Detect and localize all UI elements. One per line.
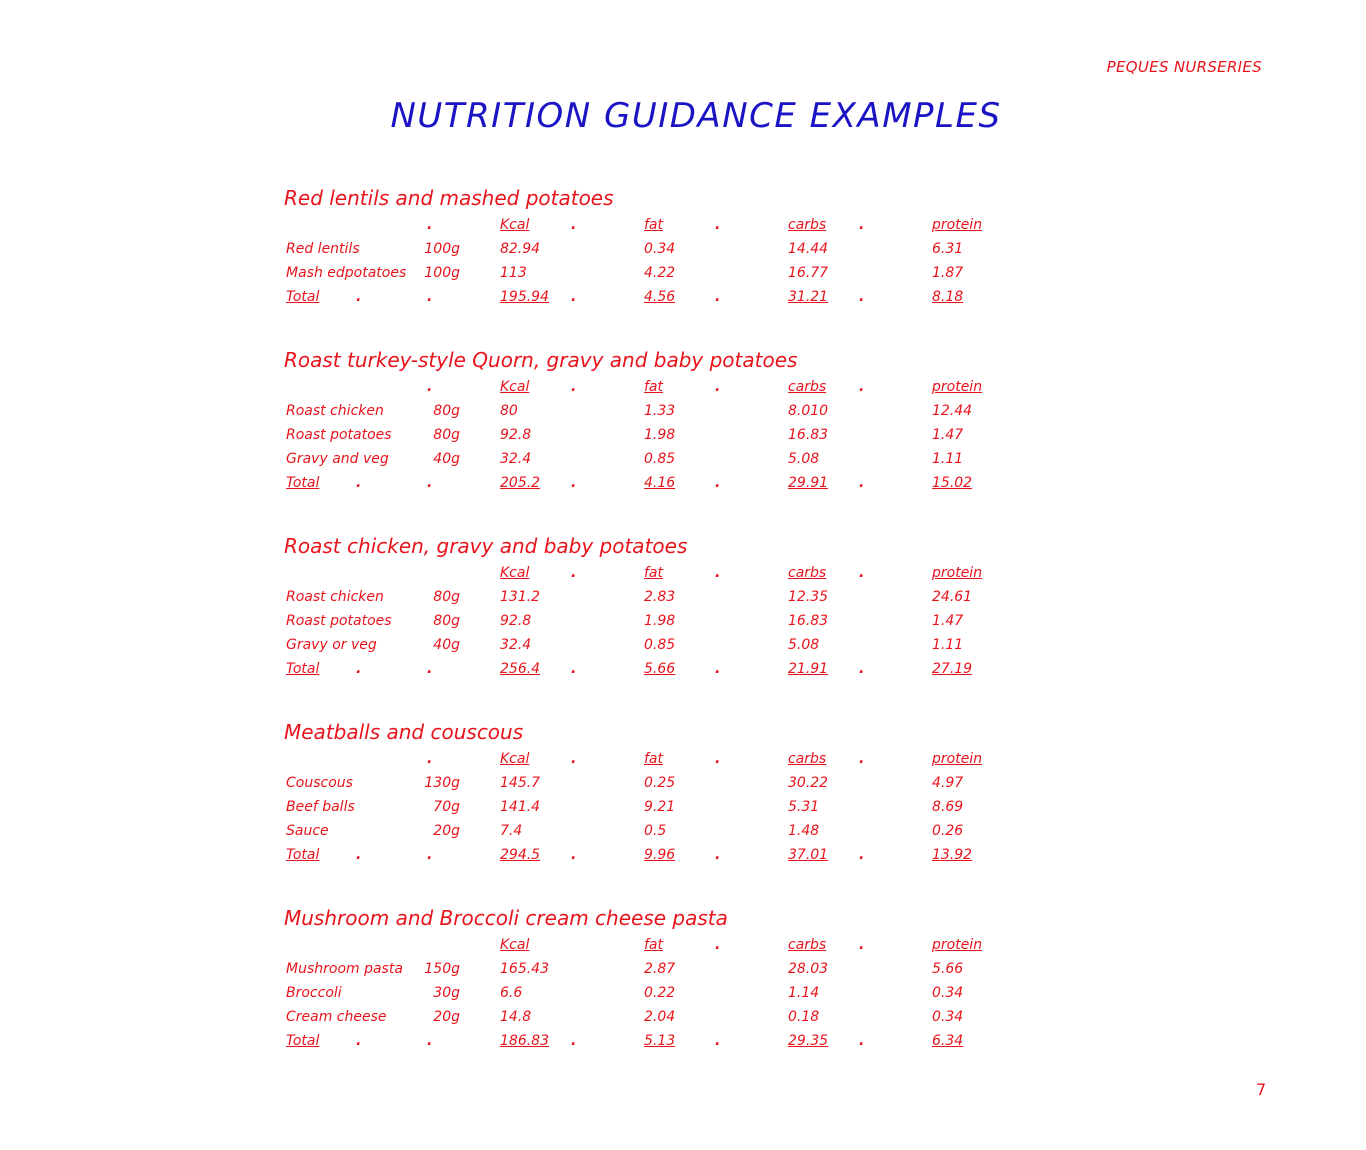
separator-dot: . xyxy=(715,379,721,395)
ingredient-row xyxy=(284,795,1024,819)
carbs-value: 16.77 xyxy=(788,265,829,281)
separator-dot: . xyxy=(356,1033,362,1049)
kcal-value: 80 xyxy=(500,403,518,419)
protein-value: 4.97 xyxy=(932,775,964,791)
separator-dot: . xyxy=(571,217,577,233)
protein-value: 0.34 xyxy=(932,985,964,1001)
ingredient-quantity: 100g xyxy=(424,265,460,281)
total-row xyxy=(284,657,1024,681)
ingredient-quantity: 20g xyxy=(433,1009,460,1025)
total-row xyxy=(284,285,1024,309)
total-row xyxy=(284,843,1024,867)
separator-dot: . xyxy=(427,661,433,677)
protein-value: 0.34 xyxy=(932,1009,964,1025)
protein-value: 1.47 xyxy=(932,427,964,443)
separator-dot: . xyxy=(859,565,865,581)
separator-dot: . xyxy=(571,847,577,863)
separator-dot: . xyxy=(715,565,721,581)
ingredient-quantity: 70g xyxy=(433,799,460,815)
total-carbs: 31.21 xyxy=(788,289,829,305)
ingredient-quantity: 40g xyxy=(433,451,460,467)
separator-dot: . xyxy=(571,1033,577,1049)
separator-dot: . xyxy=(859,379,865,395)
ingredient-name: Mash edpotatoes xyxy=(286,265,407,281)
ingredient-name: Roast chicken xyxy=(286,403,384,419)
ingredient-row xyxy=(284,237,1024,261)
carbs-value: 0.18 xyxy=(788,1009,820,1025)
fat-value: 0.5 xyxy=(644,823,667,839)
ingredient-name: Couscous xyxy=(286,775,353,791)
protein-value: 8.69 xyxy=(932,799,964,815)
column-header-row xyxy=(284,747,1024,771)
separator-dot: . xyxy=(715,289,721,305)
total-protein: 8.18 xyxy=(932,289,964,305)
ingredient-name: Beef balls xyxy=(286,799,355,815)
page-number: 7 xyxy=(1256,1080,1267,1099)
total-row xyxy=(284,471,1024,495)
separator-dot: . xyxy=(715,847,721,863)
ingredient-row xyxy=(284,447,1024,471)
kcal-value: 32.4 xyxy=(500,637,532,653)
ingredient-quantity: 30g xyxy=(433,985,460,1001)
total-kcal: 294.5 xyxy=(500,847,541,863)
ingredient-row xyxy=(284,981,1024,1005)
ingredient-quantity: 40g xyxy=(433,637,460,653)
kcal-value: 14.8 xyxy=(500,1009,532,1025)
ingredient-row xyxy=(284,957,1024,981)
protein-header: protein xyxy=(932,751,983,767)
carbs-header: carbs xyxy=(788,565,827,581)
kcal-header: Kcal xyxy=(500,751,530,767)
separator-dot: . xyxy=(859,1033,865,1049)
protein-value: 1.47 xyxy=(932,613,964,629)
total-protein: 13.92 xyxy=(932,847,973,863)
fat-value: 1.98 xyxy=(644,427,676,443)
protein-value: 24.61 xyxy=(932,589,973,605)
kcal-value: 145.7 xyxy=(500,775,541,791)
separator-dot: . xyxy=(571,289,577,305)
separator-dot: . xyxy=(571,751,577,767)
total-protein: 6.34 xyxy=(932,1033,964,1049)
column-header-row xyxy=(284,213,1024,237)
ingredient-name: Mushroom pasta xyxy=(286,961,403,977)
column-header-row xyxy=(284,375,1024,399)
protein-header: protein xyxy=(932,937,983,953)
fat-header: fat xyxy=(644,379,663,395)
recipe-section xyxy=(284,345,1024,495)
ingredient-quantity: 150g xyxy=(424,961,460,977)
kcal-value: 113 xyxy=(500,265,527,281)
total-label: Total xyxy=(286,847,320,863)
kcal-value: 141.4 xyxy=(500,799,541,815)
protein-value: 5.66 xyxy=(932,961,964,977)
recipe-title: Meatballs and couscous xyxy=(284,720,524,744)
fat-value: 9.21 xyxy=(644,799,676,815)
ingredient-quantity: 130g xyxy=(424,775,460,791)
recipe-title: Red lentils and mashed potatoes xyxy=(284,186,614,210)
carbs-value: 5.08 xyxy=(788,451,820,467)
kcal-value: 92.8 xyxy=(500,613,532,629)
ingredient-quantity: 80g xyxy=(433,589,460,605)
separator-dot: . xyxy=(356,661,362,677)
ingredient-row xyxy=(284,399,1024,423)
fat-value: 2.04 xyxy=(644,1009,676,1025)
recipe-section xyxy=(284,183,1024,309)
fat-value: 0.34 xyxy=(644,241,676,257)
ingredient-row xyxy=(284,423,1024,447)
separator-dot: . xyxy=(859,661,865,677)
carbs-value: 16.83 xyxy=(788,613,829,629)
carbs-value: 30.22 xyxy=(788,775,829,791)
separator-dot: . xyxy=(859,937,865,953)
separator-dot: . xyxy=(859,289,865,305)
total-kcal: 205.2 xyxy=(500,475,541,491)
total-protein: 15.02 xyxy=(932,475,973,491)
separator-dot: . xyxy=(427,379,433,395)
column-header-row xyxy=(284,561,1024,585)
carbs-value: 5.08 xyxy=(788,637,820,653)
total-fat: 4.56 xyxy=(644,289,676,305)
protein-value: 12.44 xyxy=(932,403,973,419)
carbs-value: 16.83 xyxy=(788,427,829,443)
kcal-header: Kcal xyxy=(500,379,530,395)
ingredient-row xyxy=(284,261,1024,285)
separator-dot: . xyxy=(427,475,433,491)
separator-dot: . xyxy=(356,289,362,305)
separator-dot: . xyxy=(859,475,865,491)
total-row xyxy=(284,1029,1024,1053)
fat-value: 0.22 xyxy=(644,985,676,1001)
total-carbs: 21.91 xyxy=(788,661,829,677)
separator-dot: . xyxy=(715,217,721,233)
separator-dot: . xyxy=(571,661,577,677)
protein-header: protein xyxy=(932,565,983,581)
recipe-title: Roast turkey-style Quorn, gravy and baby potatoes xyxy=(284,348,798,372)
total-label: Total xyxy=(286,475,320,491)
separator-dot: . xyxy=(427,847,433,863)
ingredient-name: Gravy or veg xyxy=(286,637,377,653)
recipe-section xyxy=(284,717,1024,867)
kcal-value: 82.94 xyxy=(500,241,541,257)
carbs-header: carbs xyxy=(788,379,827,395)
separator-dot: . xyxy=(427,289,433,305)
kcal-value: 165.43 xyxy=(500,961,549,977)
kcal-value: 7.4 xyxy=(500,823,523,839)
ingredient-name: Roast chicken xyxy=(286,589,384,605)
column-header-row xyxy=(284,933,1024,957)
separator-dot: . xyxy=(356,475,362,491)
fat-value: 0.85 xyxy=(644,451,676,467)
total-fat: 5.66 xyxy=(644,661,676,677)
total-carbs: 37.01 xyxy=(788,847,829,863)
carbs-value: 14.44 xyxy=(788,241,829,257)
total-fat: 9.96 xyxy=(644,847,676,863)
separator-dot: . xyxy=(859,217,865,233)
fat-header: fat xyxy=(644,565,663,581)
separator-dot: . xyxy=(859,751,865,767)
carbs-value: 28.03 xyxy=(788,961,829,977)
recipe-title: Roast chicken, gravy and baby potatoes xyxy=(284,534,688,558)
kcal-value: 131.2 xyxy=(500,589,541,605)
kcal-value: 32.4 xyxy=(500,451,532,467)
ingredient-quantity: 80g xyxy=(433,403,460,419)
carbs-value: 12.35 xyxy=(788,589,829,605)
protein-value: 1.11 xyxy=(932,451,964,467)
recipe-section xyxy=(284,903,1024,1053)
ingredient-row xyxy=(284,609,1024,633)
protein-value: 1.87 xyxy=(932,265,964,281)
total-protein: 27.19 xyxy=(932,661,973,677)
ingredient-name: Red lentils xyxy=(286,241,360,257)
protein-header: protein xyxy=(932,379,983,395)
fat-value: 1.33 xyxy=(644,403,676,419)
kcal-header: Kcal xyxy=(500,217,530,233)
carbs-value: 5.31 xyxy=(788,799,820,815)
separator-dot: . xyxy=(571,379,577,395)
total-label: Total xyxy=(286,1033,320,1049)
kcal-header: Kcal xyxy=(500,937,530,953)
fat-header: fat xyxy=(644,751,663,767)
recipe-section xyxy=(284,531,1024,681)
carbs-value: 8.010 xyxy=(788,403,829,419)
total-kcal: 186.83 xyxy=(500,1033,549,1049)
carbs-header: carbs xyxy=(788,217,827,233)
carbs-value: 1.48 xyxy=(788,823,820,839)
total-fat: 4.16 xyxy=(644,475,676,491)
separator-dot: . xyxy=(427,751,433,767)
fat-value: 0.85 xyxy=(644,637,676,653)
total-label: Total xyxy=(286,661,320,677)
separator-dot: . xyxy=(715,1033,721,1049)
ingredient-quantity: 80g xyxy=(433,427,460,443)
kcal-value: 92.8 xyxy=(500,427,532,443)
fat-value: 2.83 xyxy=(644,589,676,605)
separator-dot: . xyxy=(715,475,721,491)
ingredient-name: Sauce xyxy=(286,823,329,839)
ingredient-row xyxy=(284,585,1024,609)
ingredient-name: Roast potatoes xyxy=(286,427,392,443)
ingredient-quantity: 80g xyxy=(433,613,460,629)
kcal-value: 6.6 xyxy=(500,985,523,1001)
fat-value: 0.25 xyxy=(644,775,676,791)
recipe-title: Mushroom and Broccoli cream cheese pasta xyxy=(284,906,728,930)
separator-dot: . xyxy=(715,751,721,767)
carbs-header: carbs xyxy=(788,751,827,767)
separator-dot: . xyxy=(427,1033,433,1049)
separator-dot: . xyxy=(356,847,362,863)
separator-dot: . xyxy=(715,937,721,953)
total-label: Total xyxy=(286,289,320,305)
ingredient-quantity: 20g xyxy=(433,823,460,839)
separator-dot: . xyxy=(715,661,721,677)
total-carbs: 29.91 xyxy=(788,475,829,491)
separator-dot: . xyxy=(571,475,577,491)
ingredient-row xyxy=(284,771,1024,795)
separator-dot: . xyxy=(427,217,433,233)
ingredient-row xyxy=(284,633,1024,657)
carbs-value: 1.14 xyxy=(788,985,820,1001)
brand-label: PEQUES NURSERIES xyxy=(1106,58,1262,76)
ingredient-row xyxy=(284,1005,1024,1029)
total-carbs: 29.35 xyxy=(788,1033,829,1049)
ingredient-name: Gravy and veg xyxy=(286,451,389,467)
separator-dot: . xyxy=(859,847,865,863)
fat-header: fat xyxy=(644,217,663,233)
protein-value: 1.11 xyxy=(932,637,964,653)
ingredient-name: Cream cheese xyxy=(286,1009,387,1025)
fat-value: 1.98 xyxy=(644,613,676,629)
kcal-header: Kcal xyxy=(500,565,530,581)
protein-header: protein xyxy=(932,217,983,233)
ingredient-name: Roast potatoes xyxy=(286,613,392,629)
ingredient-quantity: 100g xyxy=(424,241,460,257)
ingredient-name: Broccoli xyxy=(286,985,342,1001)
fat-header: fat xyxy=(644,937,663,953)
separator-dot: . xyxy=(571,565,577,581)
protein-value: 6.31 xyxy=(932,241,964,257)
total-kcal: 256.4 xyxy=(500,661,541,677)
total-kcal: 195.94 xyxy=(500,289,549,305)
total-fat: 5.13 xyxy=(644,1033,676,1049)
carbs-header: carbs xyxy=(788,937,827,953)
page-title: NUTRITION GUIDANCE EXAMPLES xyxy=(390,96,1002,136)
fat-value: 4.22 xyxy=(644,265,676,281)
fat-value: 2.87 xyxy=(644,961,676,977)
protein-value: 0.26 xyxy=(932,823,964,839)
ingredient-row xyxy=(284,819,1024,843)
